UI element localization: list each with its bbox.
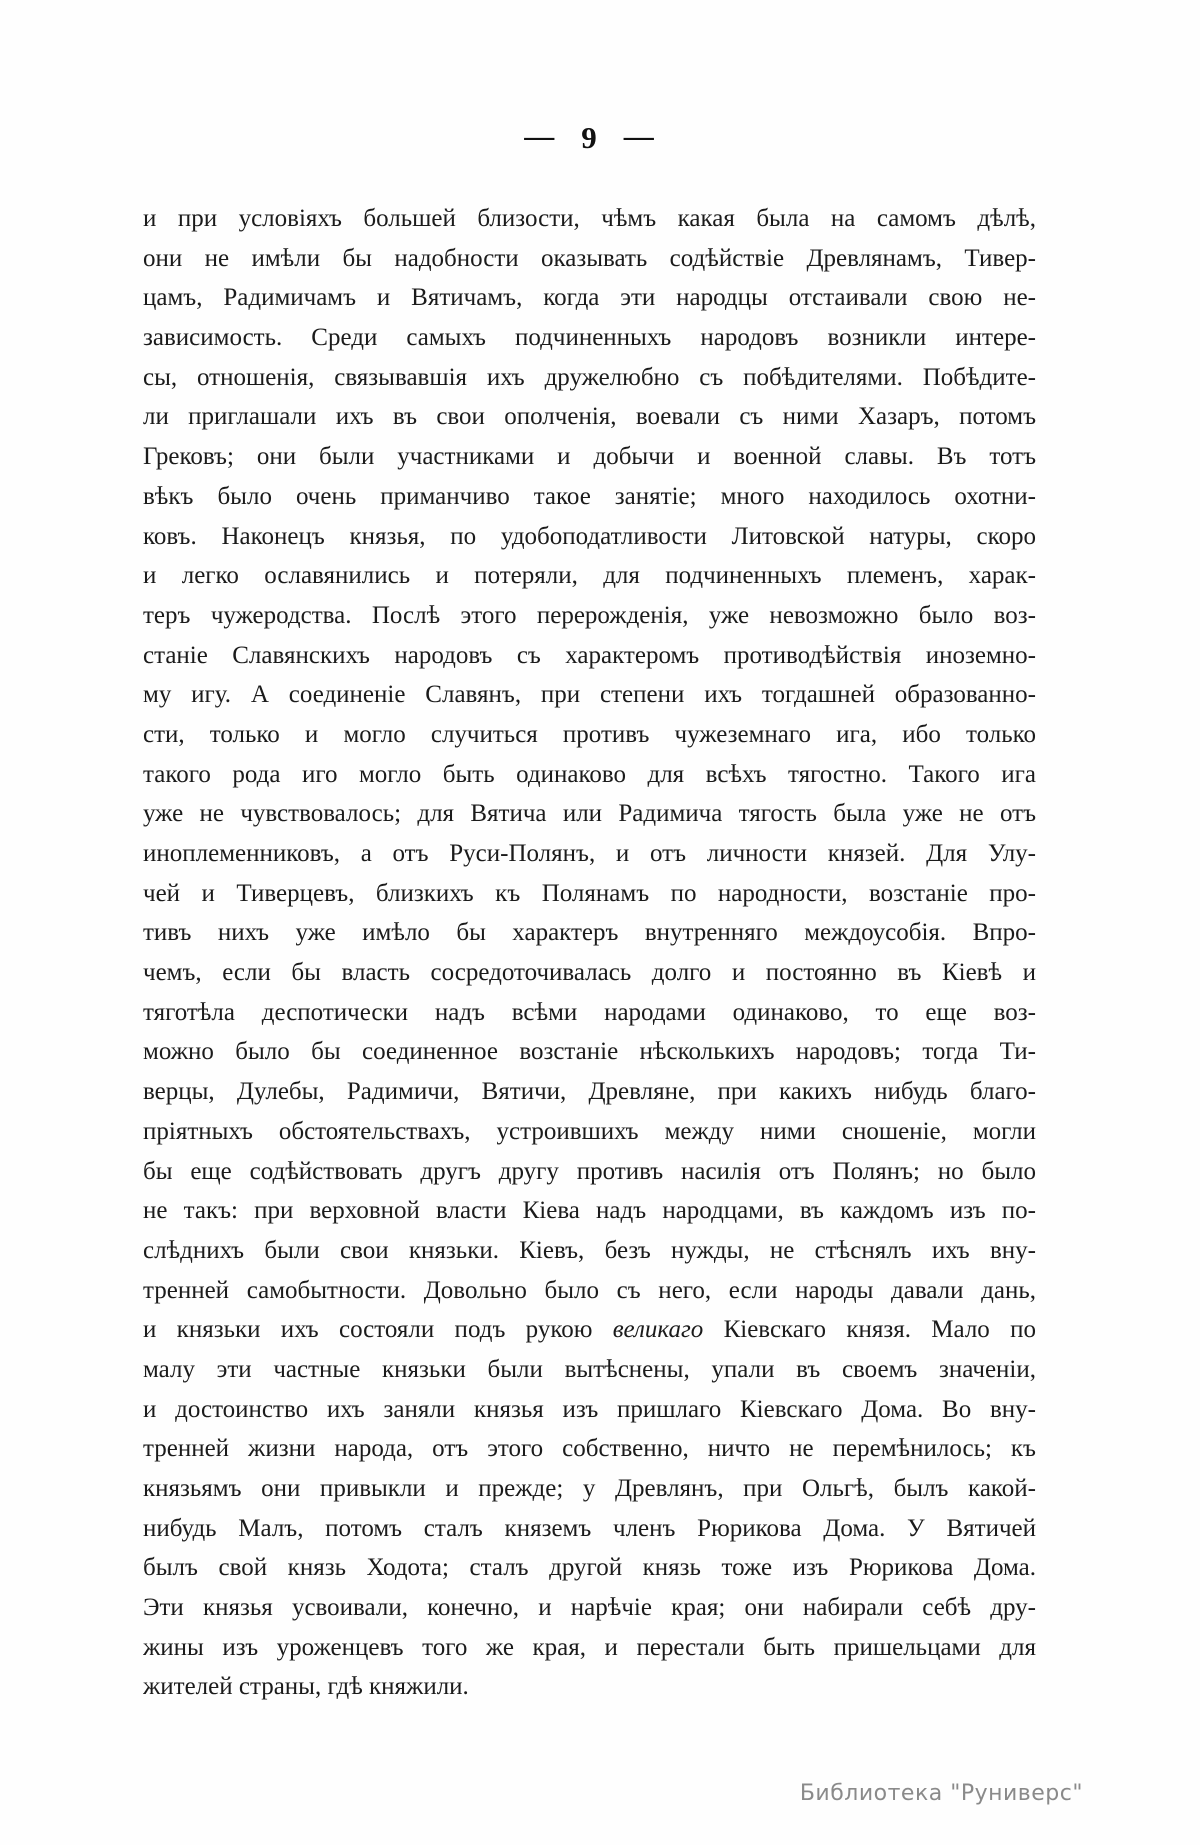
text-line: чей и Тиверцевъ, близкихъ къ Полянамъ по народности, возстаніе про- — [143, 879, 1036, 907]
text-line: бы еще содѣйствовать другъ другу противъ насилія отъ Полянъ; но было — [143, 1157, 1036, 1185]
text-line: князьямъ они привыкли и прежде; у Древлянъ, при Ольгѣ, былъ какой- — [143, 1475, 1036, 1502]
text-line: теръ чужеродства. Послѣ этого перерожденія, уже невозможно было воз- — [143, 601, 1036, 629]
text-line: вѣкъ было очень приманчиво такое занятіе; много находилось охотни- — [143, 482, 1036, 510]
text-line: сти, только и могло случиться противъ чужеземнаго ига, ибо только — [143, 720, 1036, 748]
text-line: тивъ нихъ уже имѣло бы характеръ внутренняго междоусобія. Впро- — [143, 919, 1036, 947]
italic-word: великаго — [612, 1316, 704, 1344]
text-line: жины изъ уроженцевъ того же края, и перестали быть пришельцами для — [143, 1633, 1036, 1661]
text-line: станіе Славянскихъ народовъ съ характеромъ противодѣйствія иноземно- — [143, 641, 1036, 669]
text-line: му игу. А соединеніе Славянъ, при степени ихъ тогдашней образованно- — [143, 681, 1036, 709]
text-line: не такъ: при верховной власти Кіева надъ народцами, въ каждомъ изъ по- — [143, 1197, 1036, 1225]
watermark-runivers-label: Библиотека "Руниверс" — [799, 1781, 1083, 1806]
text-line: былъ свой князь Ходота; сталъ другой князь тоже изъ Рюрикова Дома. — [143, 1554, 1036, 1582]
text-line: Грековъ; они были участниками и добычи и военной славы. Въ тотъ — [143, 443, 1036, 471]
text-line: зависимость. Среди самыхъ подчиненныхъ народовъ возникли интере- — [143, 324, 1036, 352]
text-line: тяготѣла деспотически надъ всѣми народами одинаково, то еще воз- — [143, 998, 1036, 1026]
text-line: пріятныхъ обстоятельствахъ, устроившихъ между ними сношеніе, могли — [143, 1117, 1036, 1145]
page-header — [143, 118, 1036, 159]
text-line: уже не чувствовалось; для Вятича или Радимича тягость была уже не отъ — [143, 800, 1036, 828]
header-dash-right: — — [623, 120, 655, 153]
text-line: Эти князья усвоивали, конечно, и нарѣчіе края; они набирали себѣ дру- — [143, 1594, 1036, 1622]
text-line: цамъ, Радимичамъ и Вятичамъ, когда эти народцы отстаивали свою не- — [143, 284, 1036, 312]
text-line-with-italic — [143, 1310, 1036, 1350]
text-line: можно было бы соединенное возстаніе нѣсколькихъ народовъ; тогда Ти- — [143, 1038, 1036, 1066]
page-number: 9 — [581, 120, 598, 155]
text-line: тренней самобытности. Довольно было съ него, если народы давали дань, — [143, 1276, 1036, 1304]
text-line: малу эти частные князьки были вытѣснены, упали въ своемъ значеніи, — [143, 1355, 1036, 1383]
text-segment: и князьки ихъ состояли подъ рукою — [143, 1316, 613, 1344]
text-line: слѣднихъ были свои князьки. Кіевъ, безъ нужды, не стѣснялъ ихъ вну- — [143, 1236, 1036, 1264]
text-line: такого рода иго могло быть одинаково для всѣхъ тягостно. Такого ига — [143, 760, 1036, 788]
text-line: они не имѣли бы надобности оказывать содѣйствіе Древлянамъ, Тивер- — [143, 244, 1036, 272]
text-line: и достоинство ихъ заняли князья изъ пришлаго Кіевскаго Дома. Во вну- — [143, 1395, 1036, 1423]
text-line: сы, отношенія, связывавшія ихъ дружелюбно съ побѣдителями. Побѣдите- — [143, 363, 1036, 391]
text-line: нибудь Малъ, потомъ сталъ княземъ членъ Рюрикова Дома. У Вятичей — [143, 1514, 1036, 1542]
text-line: ковъ. Наконецъ князья, по удобоподатливости Литовской натуры, скоро — [143, 522, 1036, 550]
text-line: чемъ, если бы власть сосредоточивалась долго и постоянно въ Кіевѣ и — [143, 959, 1036, 987]
text-line: верцы, Дулебы, Радимичи, Вятичи, Древляне, при какихъ нибудь благо- — [143, 1078, 1036, 1106]
text-line: ли приглашали ихъ въ свои ополченія, воевали съ ними Хазаръ, потомъ — [143, 403, 1036, 431]
text-line: жителей страны, гдѣ княжили. — [143, 1673, 469, 1701]
text-line: и легко ославянились и потеряли, для подчиненныхъ племенъ, харак- — [143, 562, 1036, 590]
text-line: тренней жизни народа, отъ этого собственно, ничто не перемѣнилось; къ — [143, 1435, 1036, 1463]
text-segment: Кіевскаго князя. Мало по — [703, 1316, 1036, 1344]
text-line: и при условіяхъ большей близости, чѣмъ какая была на самомъ дѣлѣ, — [143, 205, 1036, 232]
body-text-block — [143, 199, 1036, 1707]
header-dash-left: — — [524, 120, 556, 153]
text-line: иноплеменниковъ, а отъ Руси-Полянъ, и отъ личности князей. Для Улу- — [143, 840, 1036, 867]
